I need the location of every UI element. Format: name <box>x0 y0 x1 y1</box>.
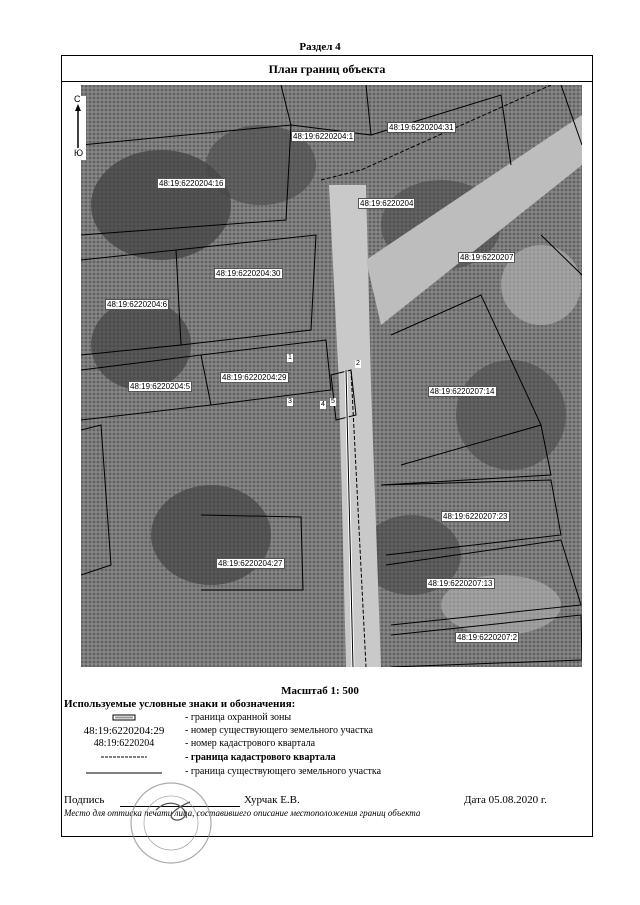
point-label: 1 <box>288 354 292 361</box>
protection-zone-symbol <box>112 713 136 723</box>
parcel-label: 48:19:6220204:1 <box>293 132 354 141</box>
legend-symbol: 48:19:6220204:29 <box>83 725 165 737</box>
parcel-label: 48:19:6220204:30 <box>216 269 281 278</box>
parcel-label: 48:19:6220204:29 <box>222 373 287 382</box>
legend-description: - граница существующего земельного участка <box>185 766 382 777</box>
aerial-map <box>81 85 582 667</box>
map-canvas <box>81 85 582 667</box>
legend-title: Используемые условные знаки и обозначения: <box>64 698 296 710</box>
parcel-label: 48:19:6220207:23 <box>443 512 508 521</box>
parcel-label: 48:19:6220207:14 <box>430 387 495 396</box>
legend-item <box>64 725 584 738</box>
point-label: 2 <box>356 360 360 367</box>
legend-item <box>64 752 584 765</box>
parcel-label: 48:19:6220204:16 <box>159 179 224 188</box>
legend-symbol <box>64 712 184 723</box>
point-label: 3 <box>288 398 292 405</box>
parcel-boundary-symbol <box>84 767 164 777</box>
signature-label: Подпись <box>64 794 105 806</box>
signature-date: Дата 05.08.2020 г. <box>464 794 547 806</box>
legend-symbol <box>64 766 184 777</box>
quarter-boundary-symbol <box>99 753 149 763</box>
north-label: С <box>74 94 81 104</box>
legend-description: - граница кадастрового квартала <box>185 752 336 763</box>
quarter-label: 48:19:6220207 <box>460 253 514 262</box>
parcel-label: 48:19:6220204:5 <box>130 382 191 391</box>
handwritten-signature <box>156 802 190 820</box>
quarter-label: 48:19:6220204 <box>360 199 414 208</box>
tree-area <box>456 360 566 470</box>
parcel-label: 48:19:6220207:2 <box>457 633 518 642</box>
point-label: 4 <box>321 401 325 408</box>
legend-description: - граница охранной зоны <box>185 712 292 723</box>
legend-item <box>64 766 584 779</box>
legend-item <box>64 738 584 751</box>
tree-area <box>151 485 271 585</box>
point-label: 5 <box>331 398 335 405</box>
section-title: Раздел 4 <box>299 41 341 53</box>
legend-description: - номер кадастрового квартала <box>185 738 316 749</box>
legend-item <box>64 712 584 725</box>
parcel-label: 48:19:6220207:13 <box>428 579 493 588</box>
legend-description: - номер существующего земельного участка <box>185 725 373 736</box>
south-label: Ю <box>74 148 84 158</box>
legend-symbol <box>64 752 184 763</box>
plan-title: План границ объекта <box>62 56 592 82</box>
map-scale: Масштаб 1: 500 <box>281 685 359 697</box>
parcel-label: 48:19:6220204:31 <box>389 123 454 132</box>
parcel-label: 48:19:6220204:27 <box>218 559 283 568</box>
north-arrow <box>72 96 86 160</box>
round-stamp <box>128 780 214 866</box>
parcel-label: 48:19:6220204:6 <box>107 300 168 309</box>
signer-name: Хурчак Е.В. <box>244 794 300 806</box>
stamp-note: Место для оттиска печати лица, составившего описание местоположения границ объекта <box>64 808 421 818</box>
legend-symbol: 48:19:6220204 <box>93 738 155 749</box>
